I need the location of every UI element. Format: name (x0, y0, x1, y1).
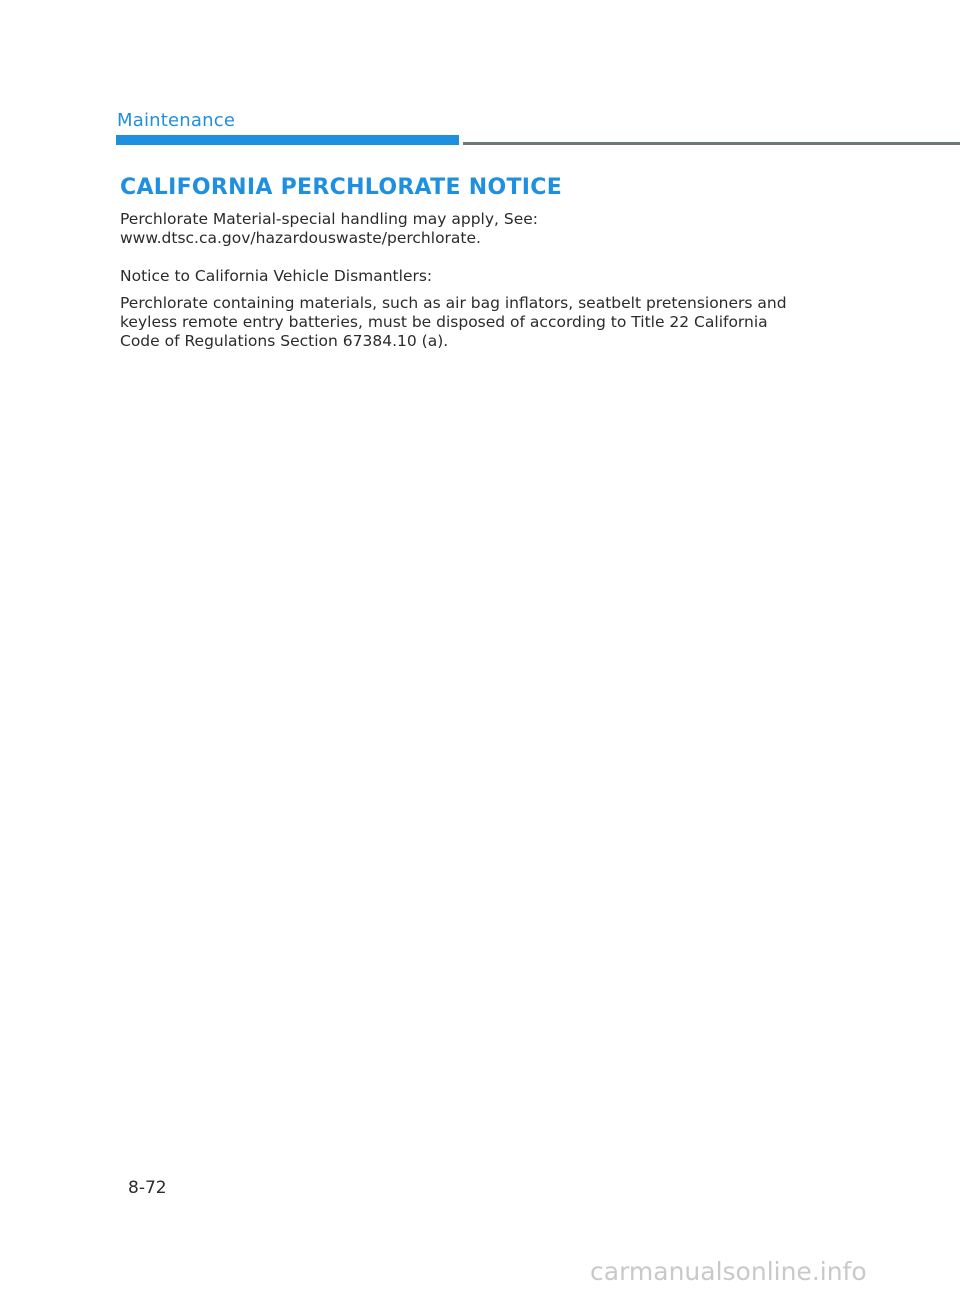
dismantlers-notice-paragraph: Notice to California Vehicle Dismantlers: (120, 267, 433, 285)
paragraph-line: Perchlorate Material-special handling may apply, See: (120, 210, 539, 228)
section-label: Maintenance (117, 110, 236, 131)
page-title: CALIFORNIA PERCHLORATE NOTICE (120, 175, 563, 200)
paragraph-line: keyless remote entry batteries, must be disposed of according to Title 22 California (120, 313, 768, 331)
perchlorate-material-paragraph (120, 210, 800, 248)
paragraph-line: Perchlorate containing materials, such as air bag inflators, seatbelt pretensioners and (120, 294, 787, 312)
paragraph-line: Code of Regulations Section 67384.10 (a). (120, 332, 449, 350)
watermark-text: carmanualsonline.info (590, 1257, 867, 1286)
page-number: 8-72 (128, 1178, 167, 1198)
header-accent-rule (116, 135, 459, 145)
dtsc-url-text: www.dtsc.ca.gov/hazardouswaste/perchlorate. (120, 229, 481, 247)
header-divider-rule (463, 142, 960, 145)
disposal-paragraph (120, 294, 800, 351)
